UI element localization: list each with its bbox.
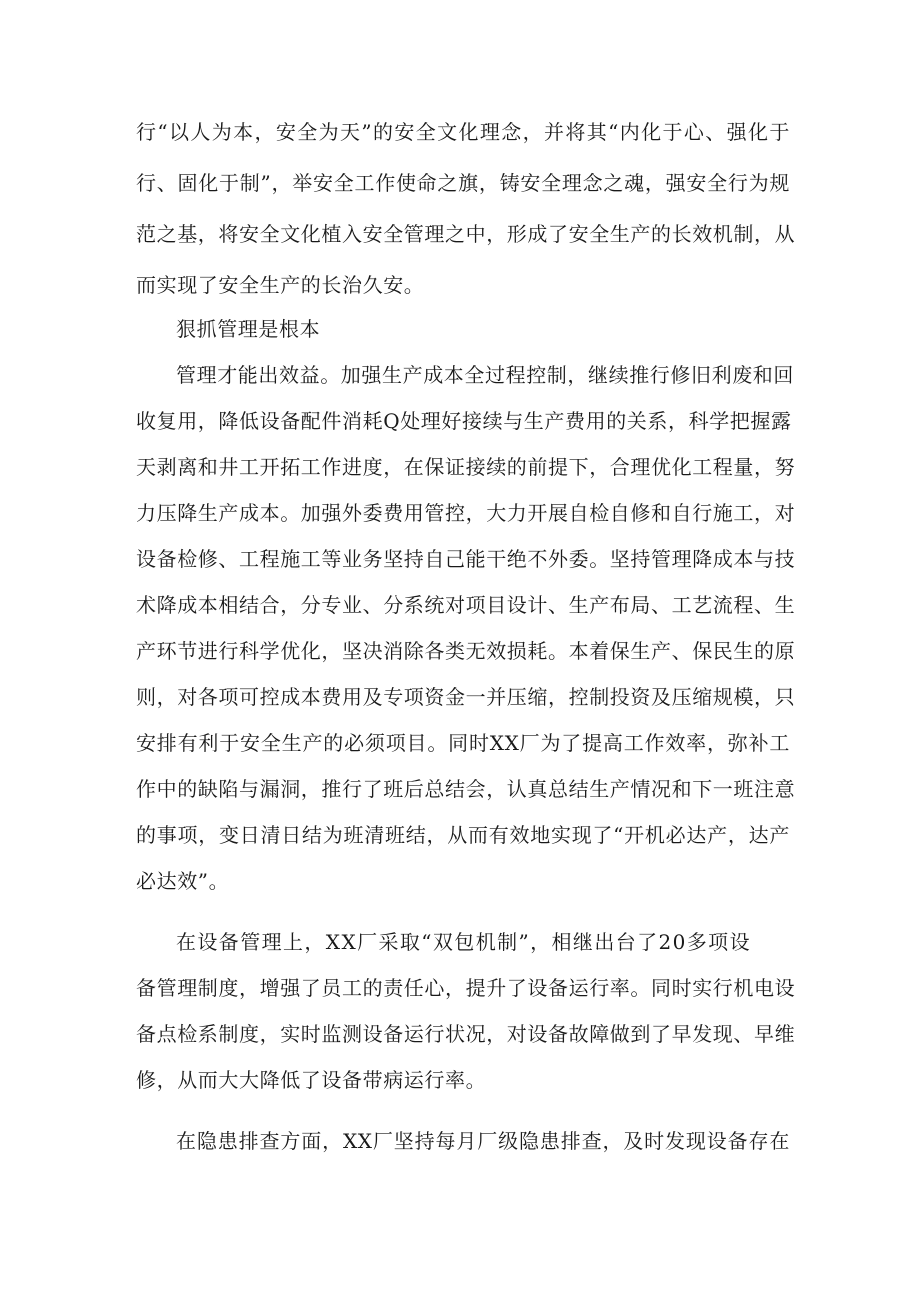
text-line: 备点检系制度，实时监测设备运行状况，对设备故障做到了早发现、早维 [136,1022,796,1046]
text-line: 而实现了安全生产的长治久安。 [136,273,425,297]
text-line: 作中的缺陷与漏洞，推行了班后总结会，认真总结生产情况和下一班注意 [136,777,796,801]
text-line: 的事项，变日清日结为班清班结，从而有效地实现了“开机必达产，达产 [136,823,790,847]
text-line: 在设备管理上，XX厂采取“双包机制”，相继出台了20多项设 [176,930,751,954]
text-line: 力压降生产成本。加强外委费用管控，大力开展自检自修和自行施工，对 [136,501,796,525]
text-line: 安排有利于安全生产的必须项目。同时XX厂为了提高工作效率，弥补工 [136,731,790,755]
text-line: 行“以人为本，安全为天”的安全文化理念，并将其“内化于心、强化于 [136,120,790,144]
text-line: 产环节进行科学优化，坚决消除各类无效损耗。本着保生产、保民生的原 [136,639,796,663]
text-line: 在隐患排查方面，XX厂坚持每月厂级隐患排查，及时发现设备存在 [176,1129,790,1153]
text-line: 天剥离和井工开拓工作进度，在保证接续的前提下，合理优化工程量，努 [136,455,796,479]
text-line: 修，从而大大降低了设备带病运行率。 [136,1068,487,1092]
text-line: 设备检修、工程施工等业务坚持自己能干绝不外委。坚持管理降成本与技 [136,547,796,571]
text-line: 行、固化于制”，举安全工作使命之旗，铸安全理念之魂，强安全行为规 [136,171,790,195]
text-line: 管理才能出效益。加强生产成本全过程控制，继续推行修旧利废和回 [176,363,794,387]
section-heading: 狠抓管理是根本 [176,317,321,341]
text-line: 备管理制度，增强了员工的责任心，提升了设备运行率。同时实行机电设 [136,976,796,1000]
text-line: 术降成本相结合，分专业、分系统对项目设计、生产布局、工艺流程、生 [136,593,796,617]
text-line: 则，对各项可控成本费用及专项资金一并压缩，控制投资及压缩规模，只 [136,685,796,709]
text-line: 收复用，降低设备配件消耗Q处理好接续与生产费用的关系，科学把握露 [136,409,792,433]
text-line: 范之基，将安全文化植入安全管理之中，形成了安全生产的长效机制，从 [136,222,796,246]
text-line: 必达效”。 [136,869,230,893]
